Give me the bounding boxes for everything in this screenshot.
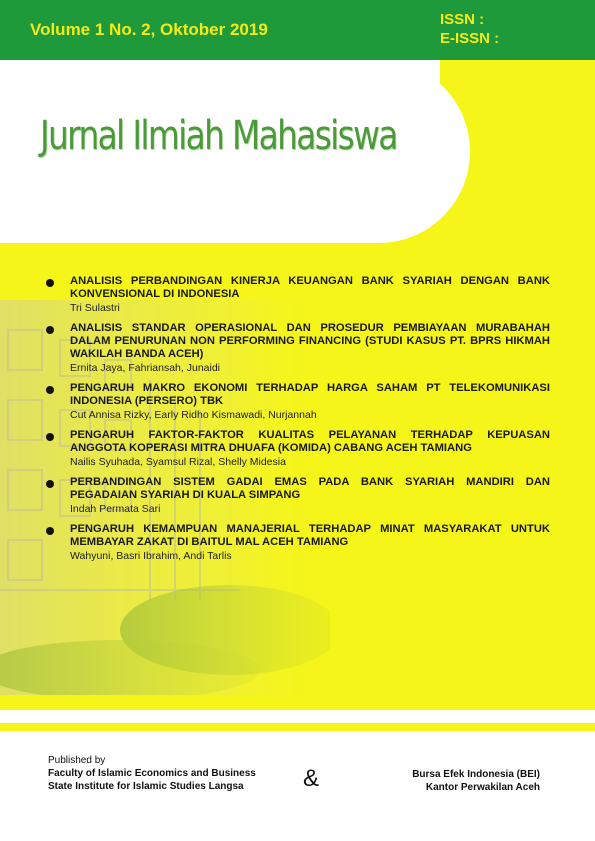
article-title: PENGARUH FAKTOR-FAKTOR KUALITAS PELAYANAN TERHADAP KEPUASAN ANGGOTA KOPERASI MITRA DHUAFA (KOMIDA) CABANG ACEH TAMIANG — [70, 429, 550, 454]
top-bar — [0, 0, 595, 60]
bullet-icon — [46, 386, 54, 394]
published-by-label: Published by — [48, 755, 106, 766]
divider-stripe-white — [0, 710, 595, 723]
partner-office: Kantor Perwakilan Aceh — [425, 782, 540, 793]
publisher-name: Faculty of Islamic Economics and Business — [48, 768, 256, 779]
article-item — [42, 322, 550, 375]
issn-label: ISSN : — [440, 11, 485, 28]
ampersand: & — [303, 765, 320, 792]
publisher-institute: State Institute for Islamic Studies Langsa — [48, 781, 244, 792]
partner-block — [390, 768, 540, 794]
article-title: PERBANDINGAN SISTEM GADAI EMAS PADA BANK SYARIAH MANDIRI DAN PEGADAIAN SYARIAH DI KUALA SIMPANG — [70, 476, 550, 501]
article-list — [42, 275, 550, 570]
bullet-icon — [46, 433, 54, 441]
article-title: PENGARUH KEMAMPUAN MANAJERIAL TERHADAP MINAT MASYARAKAT UNTUK MEMBAYAR ZAKAT DI BAITUL MAL ACEH TAMIANG — [70, 523, 550, 548]
article-title: ANALISIS STANDAR OPERASIONAL DAN PROSEDUR PEMBIAYAAN MURABAHAH DALAM PENURUNAN NON PERFORMING FINANCING (STUDI KASUS PT. BPRS HIKMAH WAKILAH BANDA ACEH) — [70, 322, 550, 360]
issn-block — [440, 10, 499, 48]
article-item — [42, 476, 550, 516]
eissn-label: E-ISSN : — [440, 30, 500, 47]
bullet-icon — [46, 527, 54, 535]
article-authors: Indah Permata Sari — [70, 503, 161, 515]
divider-stripe-yellow — [0, 723, 595, 731]
article-item — [42, 275, 550, 315]
article-item — [42, 429, 550, 469]
article-title: PENGARUH MAKRO EKONOMI TERHADAP HARGA SAHAM PT TELEKOMUNIKASI INDONESIA (PERSERO) TBK — [70, 382, 550, 407]
article-title: ANALISIS PERBANDINGAN KINERJA KEUANGAN BANK SYARIAH DENGAN BANK KONVENSIONAL DI INDONESIA — [70, 275, 550, 300]
volume-label: Volume 1 No. 2, Oktober 2019 — [30, 20, 268, 39]
article-item — [42, 382, 550, 422]
article-authors: Cut Annisa Rizky, Early Ridho Kismawadi, Nurjannah — [70, 409, 317, 421]
bullet-icon — [46, 279, 54, 287]
journal-title: Jurnal Ilmiah Mahasiswa — [40, 113, 397, 159]
article-item — [42, 523, 550, 563]
article-authors: Wahyuni, Basri Ibrahim, Andi Tarlis — [70, 550, 232, 562]
bullet-icon — [46, 480, 54, 488]
bullet-icon — [46, 326, 54, 334]
article-authors: Tri Sulastri — [70, 302, 120, 314]
article-authors: Nailis Syuhada, Syamsul Rizal, Shelly Midesia — [70, 456, 286, 468]
partner-name: Bursa Efek Indonesia (BEI) — [412, 769, 540, 780]
article-authors: Ernita Jaya, Fahriansah, Junaidi — [70, 362, 220, 374]
